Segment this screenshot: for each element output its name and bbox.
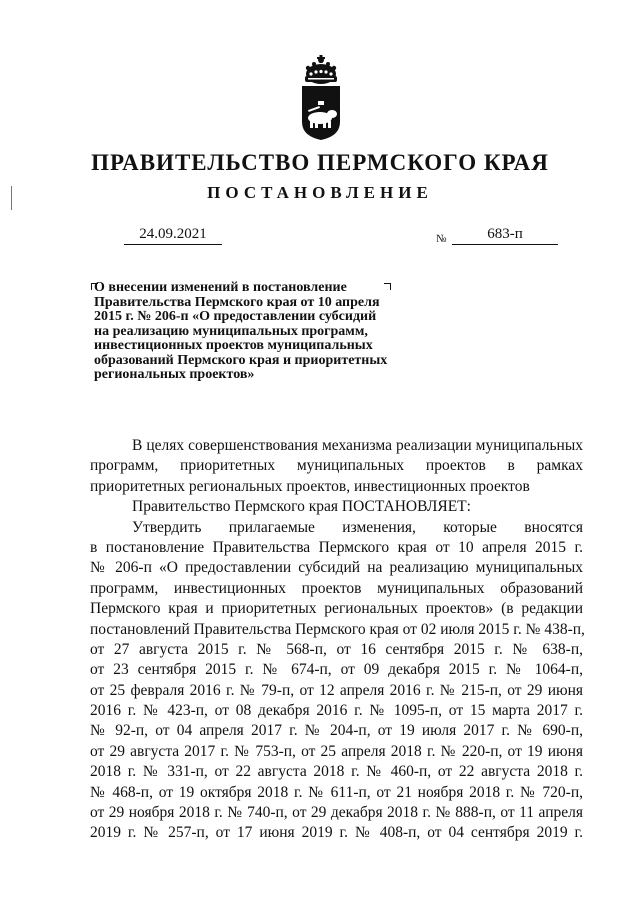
body-line: № 468-п, от 19 октября 2018 г. № 611-п, от 21 ноября 2018 г. № 720-п, — [90, 783, 583, 801]
number-sign: № — [436, 233, 447, 245]
preamble-paragraph — [90, 436, 583, 497]
body-line: № 92-п, от 04 апреля 2017 г. № 204-п, от 19 июля 2017 г. № 690-п, — [90, 722, 583, 740]
body-line: от 27 августа 2015 г. № 568-п, от 16 сентября 2015 г. № 638-п, — [90, 640, 583, 658]
body-line: 2016 г. № 423-п, от 08 декабря 2016 г. № 1095-п, от 15 марта 2017 г. — [90, 702, 583, 720]
decree-paragraph — [90, 518, 583, 844]
subject-line: О внесении изменений в постановление — [94, 280, 347, 295]
document-date: 24.09.2021 — [124, 226, 222, 245]
body-line: 2018 г. № 331-п, от 22 августа 2018 г. № 460-п, от 22 августа 2018 г. — [90, 763, 583, 781]
body-line: постановлений Правительства Пермского края от 02 июля 2015 г. № 438-п, — [90, 620, 585, 638]
body-line: Правительство Пермского края ПОСТАНОВЛЯЕТ: — [132, 498, 471, 516]
document-subject — [94, 281, 394, 383]
document-number: 683-п — [452, 226, 558, 245]
subject-line: 2015 г. № 206-п «О предоставлении субсидий — [94, 309, 377, 324]
perm-krai-coat-of-arms-icon — [294, 52, 348, 142]
document-body — [90, 436, 583, 844]
body-line: № 206-п «О предоставлении субсидий на реализацию муниципальных — [90, 559, 583, 577]
subject-line: региональных проектов» — [94, 367, 255, 382]
body-line: Пермского края и приоритетных региональных проектов» (в редакции — [90, 600, 583, 618]
resolution-paragraph — [90, 497, 583, 517]
body-line: в постановление Правительства Пермского края от 10 апреля 2015 г. — [90, 538, 583, 556]
subject-line: образований Пермского края и приоритетных — [94, 352, 388, 368]
body-line: 2019 г. № 257-п, от 17 июня 2019 г. № 408-п, от 04 сентября 2019 г. — [90, 824, 583, 842]
body-line: Утвердить прилагаемые изменения, которые вносятся — [132, 518, 583, 536]
body-line: от 29 ноября 2018 г. № 740-п, от 29 декабря 2018 г. № 888-п, от 11 апреля — [90, 804, 583, 822]
body-line: программ, приоритетных муниципальных проектов в рамках — [90, 457, 583, 475]
subject-line: на реализацию муниципальных программ, — [94, 323, 368, 339]
body-line: от 25 февраля 2016 г. № 79-п, от 12 апреля 2016 г. № 215-п, от 29 июня — [90, 681, 583, 699]
body-line: программ, инвестиционных проектов муниципальных образований — [90, 579, 583, 597]
body-line: В целях совершенствования механизма реализации муниципальных — [132, 437, 583, 454]
body-line: от 23 сентября 2015 г. № 674-п, от 09 декабря 2015 г. № 1064-п, — [90, 661, 583, 679]
organization-title: ПРАВИТЕЛЬСТВО ПЕРМСКОГО КРАЯ — [91, 150, 549, 175]
subject-line: Правительства Пермского края от 10 апреля — [94, 294, 380, 310]
body-line: от 29 августа 2017 г. № 753-п, от 25 апреля 2018 г. № 220-п, от 19 июня — [90, 742, 583, 760]
body-line: приоритетных региональных проектов, инвестиционных проектов — [90, 477, 530, 495]
document-type-title: ПОСТАНОВЛЕНИЕ — [207, 183, 433, 202]
subject-line: инвестиционных проектов муниципальных — [94, 338, 373, 353]
